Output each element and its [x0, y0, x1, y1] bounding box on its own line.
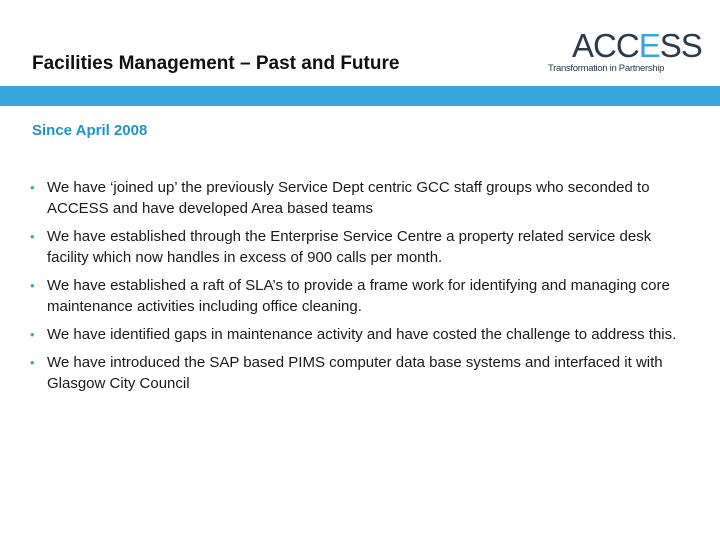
bullet-dot-icon: • [30, 180, 35, 195]
bullet-dot-icon: • [30, 278, 35, 293]
logo-word-accent: E [638, 27, 660, 64]
logo-tagline: Transformation in Partnership [548, 63, 665, 74]
bullet-item [30, 275, 690, 317]
bullet-text: We have established through the Enterprise Service Centre a property related service desk facility which now handles in excess of 900 calls per month. [47, 228, 652, 266]
bullet-dot-icon: • [30, 229, 35, 244]
bullet-text: We have established a raft of SLA’s to provide a frame work for identifying and managing core maintenance activities including office cleaning. [47, 277, 670, 315]
bullet-text: We have ‘joined up’ the previously Service Dept centric GCC staff groups who seconded to ACCESS and have developed Area based teams [47, 179, 650, 217]
bullet-item [30, 352, 690, 394]
bullet-dot-icon: • [30, 327, 35, 342]
logo-word-end: SS [659, 27, 702, 64]
header-band [0, 86, 720, 106]
access-logo [545, 27, 702, 76]
bullet-item [30, 324, 690, 345]
bullet-text: We have identified gaps in maintenance activity and have costed the challenge to address this. [47, 326, 677, 343]
page-title: Facilities Management – Past and Future [32, 53, 400, 74]
section-subtitle: Since April 2008 [32, 122, 148, 139]
bullet-list [30, 177, 690, 401]
logo-wordmark [572, 28, 702, 64]
bullet-item [30, 226, 690, 268]
bullet-item [30, 177, 690, 219]
bullet-dot-icon: • [30, 355, 35, 370]
logo-word-start: ACC [572, 27, 639, 64]
bullet-text: We have introduced the SAP based PIMS computer data base systems and interfaced it with Glasgow City Council [47, 354, 663, 392]
